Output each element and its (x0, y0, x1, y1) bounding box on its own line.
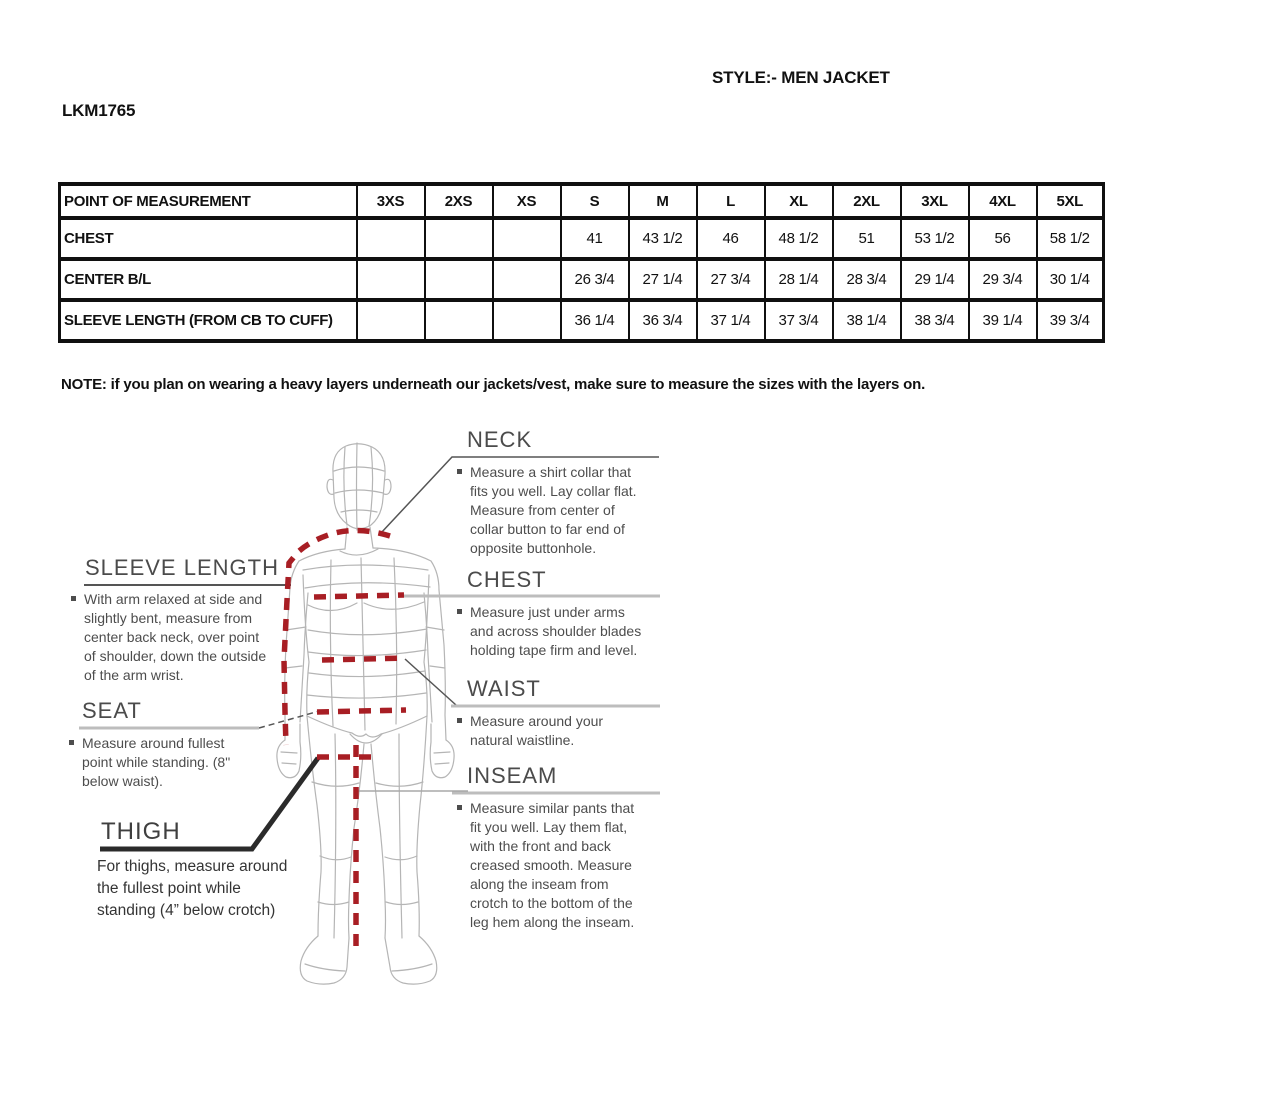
table-cell: 37 1/4 (697, 300, 765, 341)
chest-label: CHEST (467, 567, 547, 592)
table-cell: 26 3/4 (561, 259, 629, 300)
left-foot (300, 936, 349, 984)
table-cell: 46 (697, 218, 765, 259)
left-foot-line (305, 964, 345, 971)
bullet-square-icon (457, 805, 462, 810)
table-cell: 27 3/4 (697, 259, 765, 300)
neck-description (457, 463, 639, 558)
row-label: CENTER B/L (60, 259, 357, 300)
seat-measure-line (317, 710, 406, 712)
seat-description (69, 734, 235, 791)
right-arm-outer (439, 590, 446, 740)
column-header: 2XS (425, 184, 493, 218)
thigh-description-text: For thighs, measure around the fullest point while standing (4” below crotch) (97, 858, 288, 919)
row-label: SLEEVE LENGTH (FROM CB TO CUFF) (60, 300, 357, 341)
column-header: 5XL (1037, 184, 1104, 218)
bullet-square-icon (457, 469, 462, 474)
sleeve-measure-line (284, 530, 390, 745)
table-cell: 36 3/4 (629, 300, 697, 341)
column-header: S (561, 184, 629, 218)
right-arm-inner (424, 593, 432, 722)
sleeve-length-description-text: With arm relaxed at side and slightly bent, measure from center back neck, over point of shoulder, down the outside of the arm wrist. (84, 591, 267, 683)
table-cell: 39 1/4 (969, 300, 1037, 341)
table-cell: 28 3/4 (833, 259, 901, 300)
column-header: POINT OF MEASUREMENT (60, 184, 357, 218)
table-cell: 29 1/4 (901, 259, 969, 300)
left-fingers (281, 752, 297, 764)
table-cell: 56 (969, 218, 1037, 259)
row-label: CHEST (60, 218, 357, 259)
hip-line (307, 716, 427, 737)
column-header: 2XL (833, 184, 901, 218)
chest-description-text: Measure just under arms and across shoulder blades holding tape firm and level. (470, 604, 642, 658)
inseam-description-text: Measure similar pants that fit you well. Lay them flat, with the front and back creased smooth. Measure along the inseam from crotch to the bottom of the leg hem along the inseam. (470, 800, 635, 930)
thigh-description (97, 856, 297, 922)
bullet-square-icon (71, 596, 76, 601)
sleeve-length-label: SLEEVE LENGTH (85, 555, 279, 580)
left-leg-outer (307, 716, 321, 936)
table-cell: 38 1/4 (833, 300, 901, 341)
clavicle-line (303, 565, 428, 570)
table-cell: 27 1/4 (629, 259, 697, 300)
table-cell: 39 3/4 (1037, 300, 1104, 341)
face-grid-vertical (344, 443, 373, 530)
waist-label: WAIST (467, 676, 541, 701)
chest-description (457, 603, 643, 660)
layers-note: NOTE: if you plan on wearing a heavy layers underneath our jackets/vest, make sure to measure the sizes with the layers on. (61, 376, 926, 393)
column-header: XL (765, 184, 833, 218)
chest-measure-line (314, 595, 404, 597)
chest-curves (308, 602, 424, 611)
neck-label: NECK (467, 427, 533, 452)
right-ear (384, 479, 391, 494)
table-cell: 41 (561, 218, 629, 259)
right-hand (430, 724, 454, 778)
thigh-label: THIGH (101, 818, 181, 845)
waist-description-text: Measure around your natural waistline. (470, 713, 604, 748)
leg-grid-vertical (334, 734, 402, 938)
table-cell: 48 1/2 (765, 218, 833, 259)
table-cell: 29 3/4 (969, 259, 1037, 300)
left-hand (277, 724, 301, 778)
table-cell: 43 1/2 (629, 218, 697, 259)
column-header: 3XL (901, 184, 969, 218)
column-header: L (697, 184, 765, 218)
column-header: XS (493, 184, 561, 218)
style-title: STYLE:- MEN JACKET (712, 68, 890, 87)
seat-description-text: Measure around fullest point while standing. (8" below waist). (82, 735, 231, 789)
table-cell: 58 1/2 (1037, 218, 1104, 259)
style-number: LKM1765 (62, 101, 136, 120)
left-shoulder (290, 549, 345, 588)
column-header: 4XL (969, 184, 1037, 218)
waist-measure-line (322, 658, 406, 660)
neck-description-text: Measure a shirt collar that fits you well. Lay collar flat. Measure from center of collar button to far end of opposite buttonhole. (470, 464, 637, 556)
right-leg-outer (417, 716, 427, 936)
table-cell: 51 (833, 218, 901, 259)
column-header: 3XS (357, 184, 425, 218)
seat-label: SEAT (82, 698, 142, 723)
head-outline (333, 444, 385, 529)
bullet-square-icon (457, 609, 462, 614)
measurement-lines (284, 530, 406, 951)
table-cell: 30 1/4 (1037, 259, 1104, 300)
face-grid-horizontal (334, 467, 384, 512)
table-cell: 53 1/2 (901, 218, 969, 259)
table-cell: 36 1/4 (561, 300, 629, 341)
waist-description (457, 712, 627, 750)
leg-segments (312, 782, 423, 905)
bullet-square-icon (69, 740, 74, 745)
column-header: M (629, 184, 697, 218)
bullet-square-icon (457, 718, 462, 723)
right-foot (385, 936, 437, 984)
inseam-label: INSEAM (467, 763, 558, 788)
torso-grid-horizontal (305, 583, 430, 698)
right-leg-inner (371, 744, 386, 938)
sleeve-length-description (71, 590, 267, 685)
right-foot-line (392, 964, 432, 971)
table-cell: 28 1/4 (765, 259, 833, 300)
table-cell: 38 3/4 (901, 300, 969, 341)
right-fingers (434, 752, 450, 764)
table-cell: 37 3/4 (765, 300, 833, 341)
left-arm-segments (285, 627, 306, 668)
inseam-description (457, 799, 639, 932)
